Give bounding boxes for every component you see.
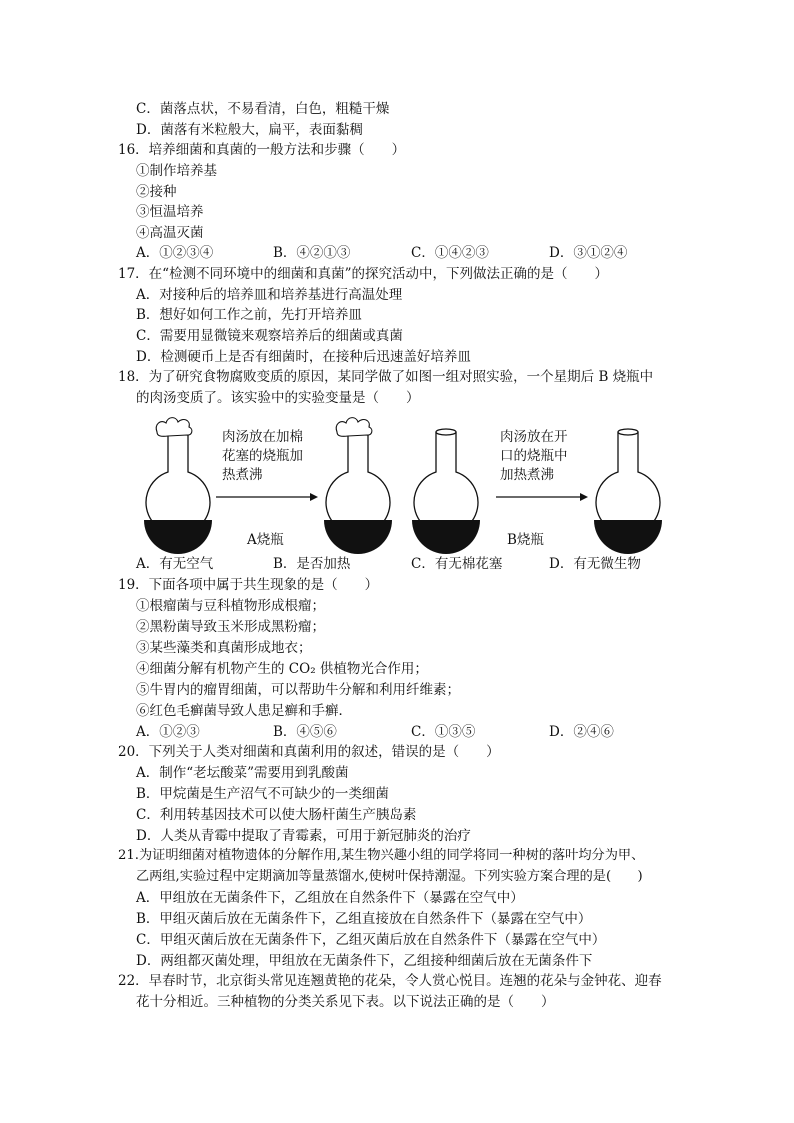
flask-a-before [144,418,212,554]
q19-option-a: A．①②③ [136,724,200,740]
q15-option-d: D．菌落有米粒般大，扁平，表面黏稠 [136,122,363,138]
flask-diagram [130,414,670,554]
q19-option-b: B．④⑤⑥ [273,724,337,740]
flask-a-text-line: 肉汤放在加棉 [222,429,303,445]
q16-option-d: D．③①②④ [549,245,628,261]
q15-option-c: C．菌落点状，不易看清，白色，粗糙干燥 [136,101,390,117]
q16-step: ②接种 [136,184,177,200]
q18-option-d: D．有无微生物 [549,556,641,572]
q16-step: ①制作培养基 [136,163,217,179]
flask-experiment-figure [130,414,670,554]
q17-option-d: D．检测硬币上是否有细菌时，在接种后迅速盖好培养皿 [136,349,471,365]
q18-option-b: B．是否加热 [273,556,351,572]
q17-stem: 17．在“检测不同环境中的细菌和真菌”的探究活动中，下列做法正确的是（ ） [118,266,608,282]
q18-option-a: A．有无空气 [136,556,214,572]
q16-step: ④高温灭菌 [136,225,204,241]
q18-stem-line2: 的肉汤变质了。该实验中的实验变量是（ ） [136,390,420,406]
q19-stem: 19．下面各项中属于共生现象的是（ ） [118,577,379,593]
flask-b-caption: B烧瓶 [507,532,544,548]
q20-option-b: B．甲烷菌是生产沼气不可缺少的一类细菌 [136,786,389,802]
q20-stem: 20．下列关于人类对细菌和真菌利用的叙述，错误的是（ ） [118,744,500,760]
flask-a-description [222,428,303,485]
arrow-b-head [580,493,588,501]
q19-item: ②黑粉菌导致玉米形成黑粉瘤； [136,619,325,635]
q17-option-b: B．想好如何工作之前，先打开培养皿 [136,307,362,323]
q19-option-d: D．②④⑥ [549,724,614,740]
q16-option-b: B．④②①③ [273,245,351,261]
flask-a-text-line: 热煮沸 [222,467,263,483]
q21-option-d: D．两组都灭菌处理，甲组放在无菌条件下，乙组接种细菌后放在无菌条件下 [136,953,593,969]
q19-item: ③某些藻类和真菌形成地衣； [136,640,312,656]
q22-stem-line2: 花十分相近。三种植物的分类关系见下表。以下说法正确的是（ ） [136,994,555,1010]
q21-option-a: A．甲组放在无菌条件下，乙组放在自然条件下（暴露在空气中） [136,890,524,906]
q19-item: ①根瘤菌与豆科植物形成根瘤； [136,598,325,614]
q20-option-c: C．利用转基因技术可以使大肠杆菌生产胰岛素 [136,807,417,823]
flask-b-text-line: 口的烧瓶中 [500,448,568,464]
q21-stem-line2: 乙两组,实验过程中定期滴加等量蒸馏水,使树叶保持潮湿。下列实验方案合理的是( ) [136,869,643,884]
flask-b-after [594,429,662,554]
q21-option-c: C．甲组灭菌后放在无菌条件下，乙组灭菌后放在自然条件下（暴露在空气中） [136,932,606,948]
flask-a-caption: A烧瓶 [247,532,284,548]
q17-option-a: A．对接种后的培养皿和培养基进行高温处理 [136,287,403,303]
q16-option-c: C．①④②③ [411,245,489,261]
q18-option-c: C．有无棉花塞 [411,556,503,572]
flask-a-after [324,418,392,554]
flask-b-description [500,428,568,485]
q19-item: ⑥红色毛癣菌导致人患足癣和手癣． [136,703,352,719]
q16-step: ③恒温培养 [136,204,204,220]
q20-option-a: A．制作“老坛酸菜”需要用到乳酸菌 [136,765,349,781]
q20-option-d: D．人类从青霉中提取了青霉素，可用于新冠肺炎的治疗 [136,828,471,844]
flask-b-before [412,429,480,554]
q19-item: ④细菌分解有机物产生的 CO₂ 供植物光合作用； [136,661,428,677]
q22-stem-line1: 22．早春时节，北京街头常见连翘黄艳的花朵，令人赏心悦目。连翘的花朵与金钟花、迎春 [118,973,662,989]
q21-stem-line1: 21.为证明细菌对植物遗体的分解作用,某生物兴趣小组的同学将同一种树的落叶均分为甲、 [118,848,645,863]
q19-item: ⑤牛胃内的瘤胃细菌，可以帮助牛分解和利用纤维素； [136,682,460,698]
arrow-a-head [310,493,318,501]
q19-option-c: C．①③⑤ [411,724,476,740]
q16-stem: 16．培养细菌和真菌的一般方法和步骤（ ） [118,142,406,158]
flask-b-text-line: 肉汤放在开 [500,429,568,445]
flask-a-text-line: 花塞的烧瓶加 [222,448,303,464]
q21-option-b: B．甲组灭菌后放在无菌条件下，乙组直接放在自然条件下（暴露在空气中） [136,911,592,927]
q18-stem-line1: 18．为了研究食物腐败变质的原因，某同学做了如图一组对照实验，一个星期后 B 烧瓶中 [118,369,654,385]
flask-b-text-line: 加热煮沸 [500,467,554,483]
q17-option-c: C．需要用显微镜来观察培养后的细菌或真菌 [136,328,403,344]
q16-option-a: A．①②③④ [136,245,214,261]
